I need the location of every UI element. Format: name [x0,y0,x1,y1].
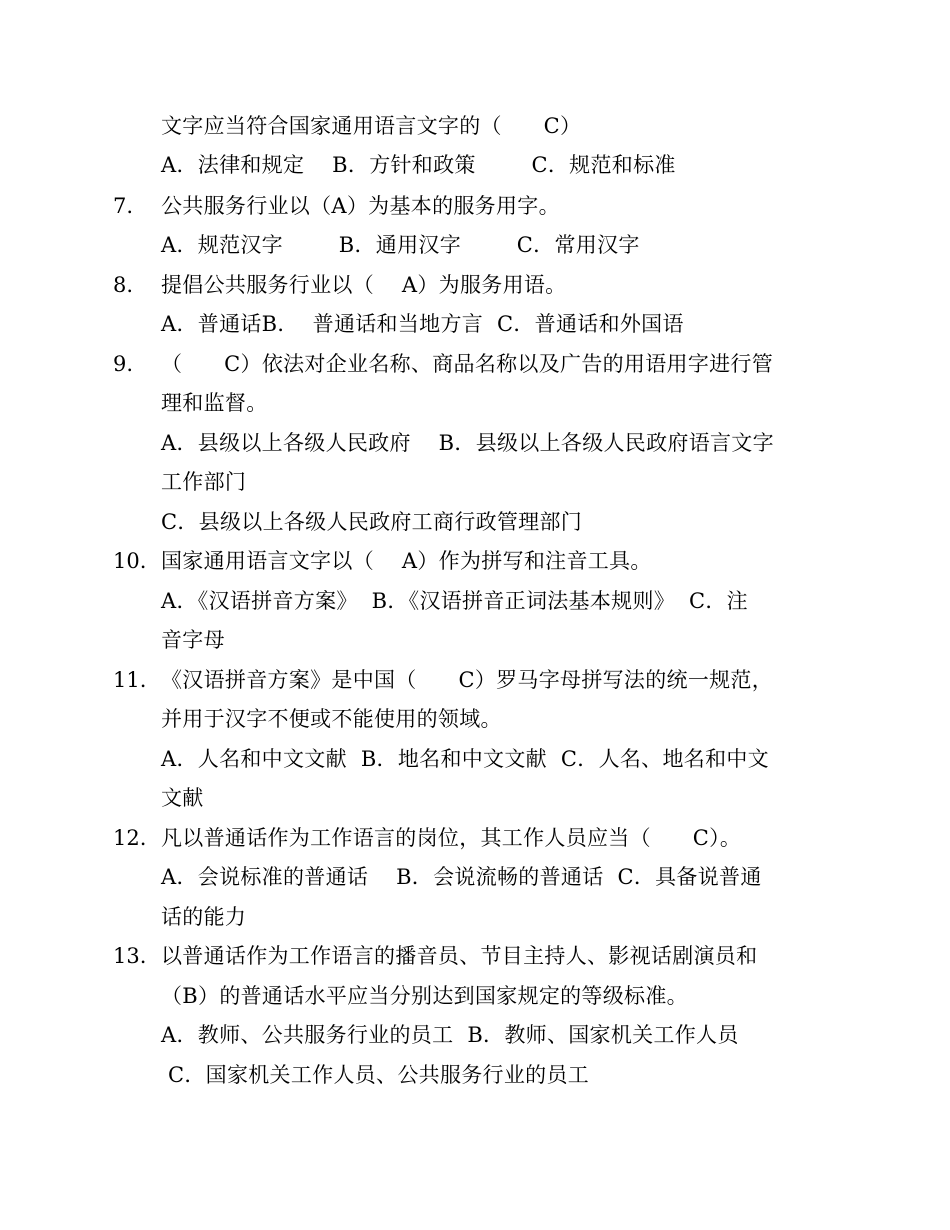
question-number: 8. [113,273,134,297]
text-line: A．县级以上各级人民政府 B．县级以上各级人民政府语言文字 [161,431,774,455]
question-number: 12. [113,826,147,850]
question-line: 公共服务行业以（A）为基本的服务用字。 [161,194,560,218]
question-line: 国家通用语言文字以（ A）作为拼写和注音工具。 [161,549,652,573]
text-line: 话的能力 [161,905,247,929]
question-number: 13. [113,944,147,968]
text-line: A．教师、公共服务行业的员工 B．教师、国家机关工作人员 [161,1023,739,1047]
text-line: A．会说标准的普通话 B．会说流畅的普通话 C．具备说普通 [161,865,762,889]
text-line: C．县级以上各级人民政府工商行政管理部门 [161,510,583,534]
text-line: 文字应当符合国家通用语言文字的（ C） [161,114,582,138]
text-line: A．人名和中文文献 B．地名和中文文献 C．人名、地名和中文 [161,747,769,771]
question-number: 7. [113,194,134,218]
text-line: 并用于汉字不便或不能使用的领域。 [161,707,502,731]
text-line: A．法律和规定 B．方针和政策 C．规范和标准 [161,153,676,177]
text-line: A．规范汉字 B．通用汉字 C．常用汉字 [161,233,640,257]
text-line: A．《汉语拼音方案》 B．《汉语拼音正词法基本规则》 C．注 [161,589,748,613]
question-number: 10. [113,549,147,573]
question-line: 凡以普通话作为工作语言的岗位，其工作人员应当（ C）。 [161,826,742,850]
text-line: C．国家机关工作人员、公共服务行业的员工 [161,1063,590,1087]
text-line: （B）的普通话水平应当分别达到国家规定的等级标准。 [161,984,688,1008]
question-number: 9. [113,352,134,376]
text-line: 理和监督。 [161,391,268,415]
text-line: 音字母 [161,628,225,652]
question-line: （ C）依法对企业名称、商品名称以及广告的用语用字进行管 [161,352,774,376]
text-line: 工作部门 [161,470,247,494]
question-line: 《汉语拼音方案》是中国（ C）罗马字母拼写法的统一规范， [161,668,774,692]
question-line: 以普通话作为工作语言的播音员、节目主持人、影视话剧演员和 [161,944,758,968]
text-line: 文献 [161,786,204,810]
text-line: A．普通话B． 普通话和当地方言 C．普通话和外国语 [161,312,684,336]
question-number: 11. [113,668,147,692]
question-line: 提倡公共服务行业以（ A）为服务用语。 [161,273,567,297]
